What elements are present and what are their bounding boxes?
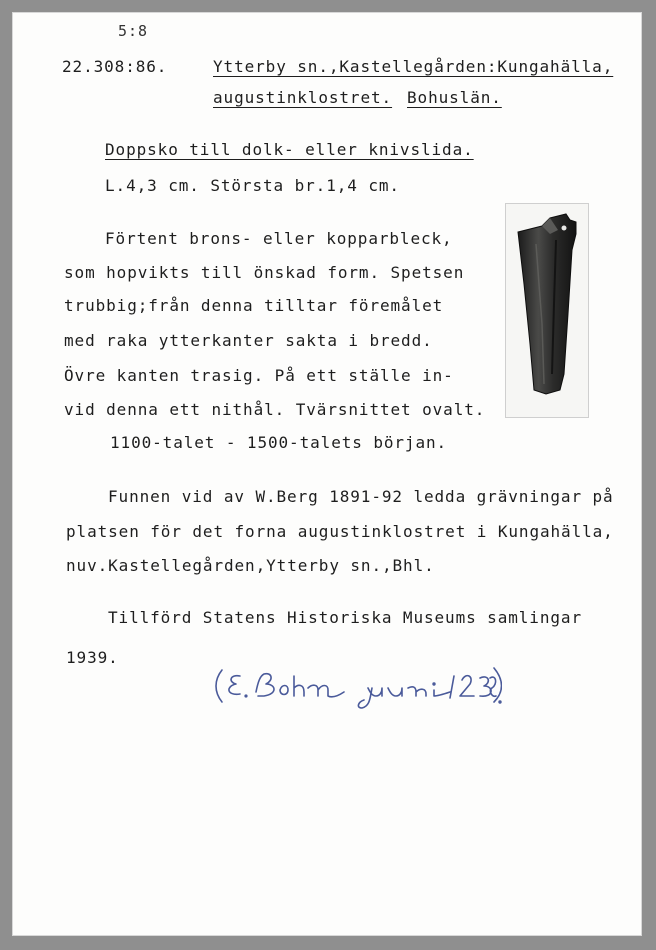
corner-mark: 5:8 <box>118 22 149 40</box>
signature-image <box>212 662 502 710</box>
accession-line: Tillförd Statens Historiska Museums samlingar <box>108 608 582 627</box>
location-line-1: Ytterby sn.,Kastellegården:Kungahälla, <box>213 57 614 76</box>
location-line-2: augustinklostret. <box>213 88 393 107</box>
dating: 1100-talet - 1500-talets början. <box>110 433 448 452</box>
find-line: nuv.Kastellegården,Ytterby sn.,Bhl. <box>66 556 435 575</box>
description-line: vid denna ett nithål. Tvärsnittet ovalt. <box>64 400 486 419</box>
description-line: med raka ytterkanter sakta i bredd. <box>64 331 433 350</box>
object-title: Doppsko till dolk- eller knivslida. <box>105 140 474 159</box>
description-line: Övre kanten trasig. På ett ställe in- <box>64 366 454 385</box>
description-line: som hopvikts till önskad form. Spetsen <box>64 263 465 282</box>
find-line: Funnen vid av W.Berg 1891-92 ledda grävningar på <box>108 487 614 506</box>
find-line: platsen för det forna augustinklostret i Kungahälla, <box>66 522 614 541</box>
region: Bohuslän. <box>407 88 502 107</box>
scabbard-chape-image <box>506 204 588 417</box>
description-line: trubbig;från denna tilltar föremålet <box>64 296 444 315</box>
handwritten-signature <box>212 662 502 710</box>
measurements: L.4,3 cm. Största br.1,4 cm. <box>105 176 400 195</box>
description-line: Förtent brons- eller kopparbleck, <box>105 229 453 248</box>
accession-year: 1939. <box>66 648 119 667</box>
catalog-number: 22.308:86. <box>62 57 168 76</box>
artifact-photo <box>505 203 589 418</box>
